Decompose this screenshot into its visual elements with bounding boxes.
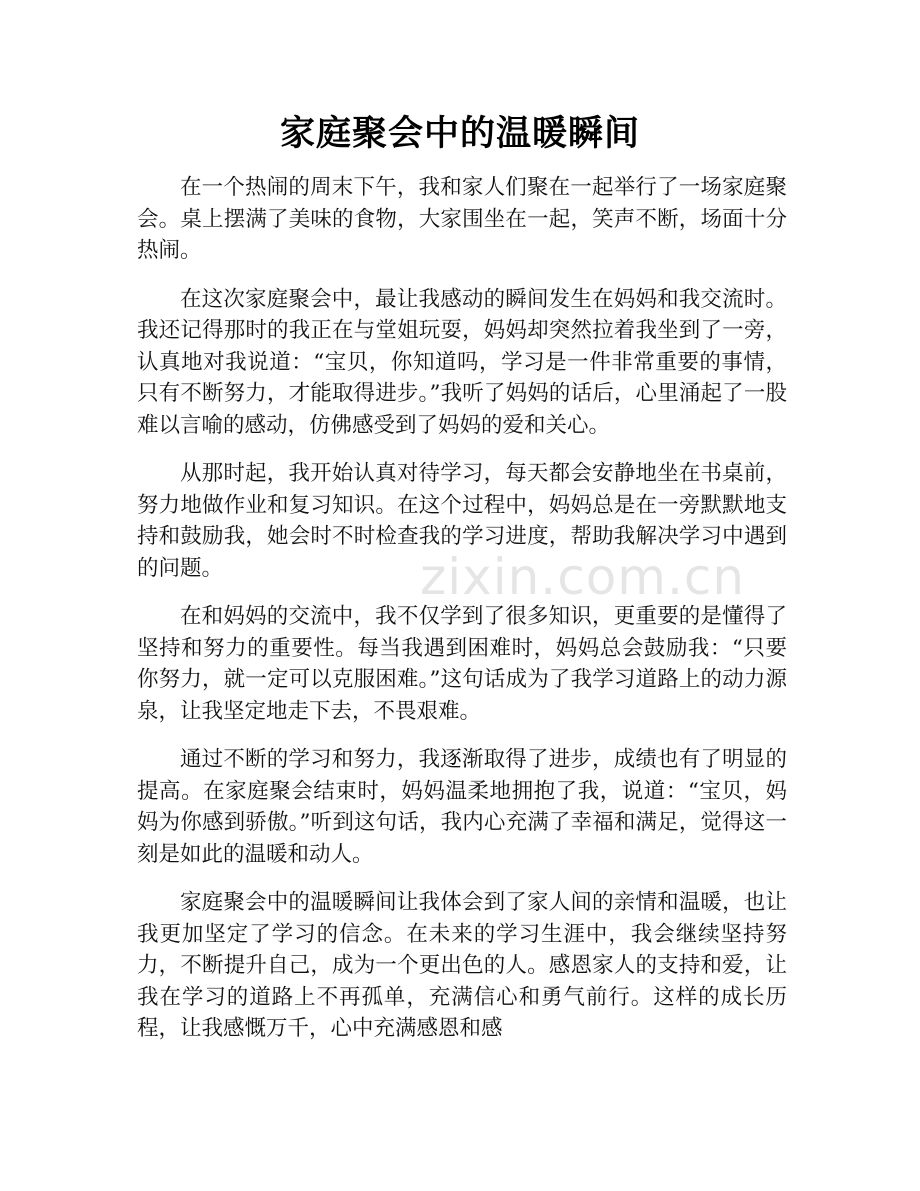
paragraph-4: 在和妈妈的交流中，我不仅学到了很多知识，更重要的是懂得了坚持和努力的重要性。每当我遇到困难时，妈妈总会鼓励我：“只要你努力，就一定可以克服困难。”这句话成为了我学习道路上的动力源泉，让我坚定地走下去，不畏艰难。 [137,604,787,724]
document-title: 家庭聚会中的温暖瞬间 [279,114,640,154]
watermark: zixin.com.cn [420,548,746,606]
paragraph-5: 通过不断的学习和努力，我逐渐取得了进步，成绩也有了明显的提高。在家庭聚会结束时，妈妈温柔地拥抱了我，说道：“宝贝，妈妈为你感到骄傲。”听到这句话，我内心充满了幸福和满足，觉得这一刻是如此的温暖和动人。 [137,747,787,867]
paragraph-2: 在这次家庭聚会中，最让我感动的瞬间发生在妈妈和我交流时。我还记得那时的我正在与堂姐玩耍，妈妈却突然拉着我坐到了一旁，认真地对我说道：“宝贝，你知道吗，学习是一件非常重要的事情，只有不断努力，才能取得进步。”我听了妈妈的话后，心里涌起了一股难以言喻的感动，仿佛感受到了妈妈的爱和关心。 [137,286,787,438]
paragraph-6: 家庭聚会中的温暖瞬间让我体会到了家人间的亲情和温暖，也让我更加坚定了学习的信念。在未来的学习生涯中，我会继续坚持努力，不断提升自己，成为一个更出色的人。感恩家人的支持和爱，让我在学习的道路上不再孤单，充满信心和勇气前行。这样的成长历程，让我感慨万千，心中充满感恩和感 [137,890,787,1041]
document-body [137,172,787,1062]
paragraph-1: 在一个热闹的周末下午，我和家人们聚在一起举行了一场家庭聚会。桌上摆满了美味的食物，大家围坐在一起，笑声不断，场面十分热闹。 [137,175,787,263]
paragraph-3: 从那时起，我开始认真对待学习，每天都会安静地坐在书桌前，努力地做作业和复习知识。在这个过程中，妈妈总是在一旁默默地支持和鼓励我，她会时不时检查我的学习进度，帮助我解决学习中遇到的问题。 [137,461,787,581]
